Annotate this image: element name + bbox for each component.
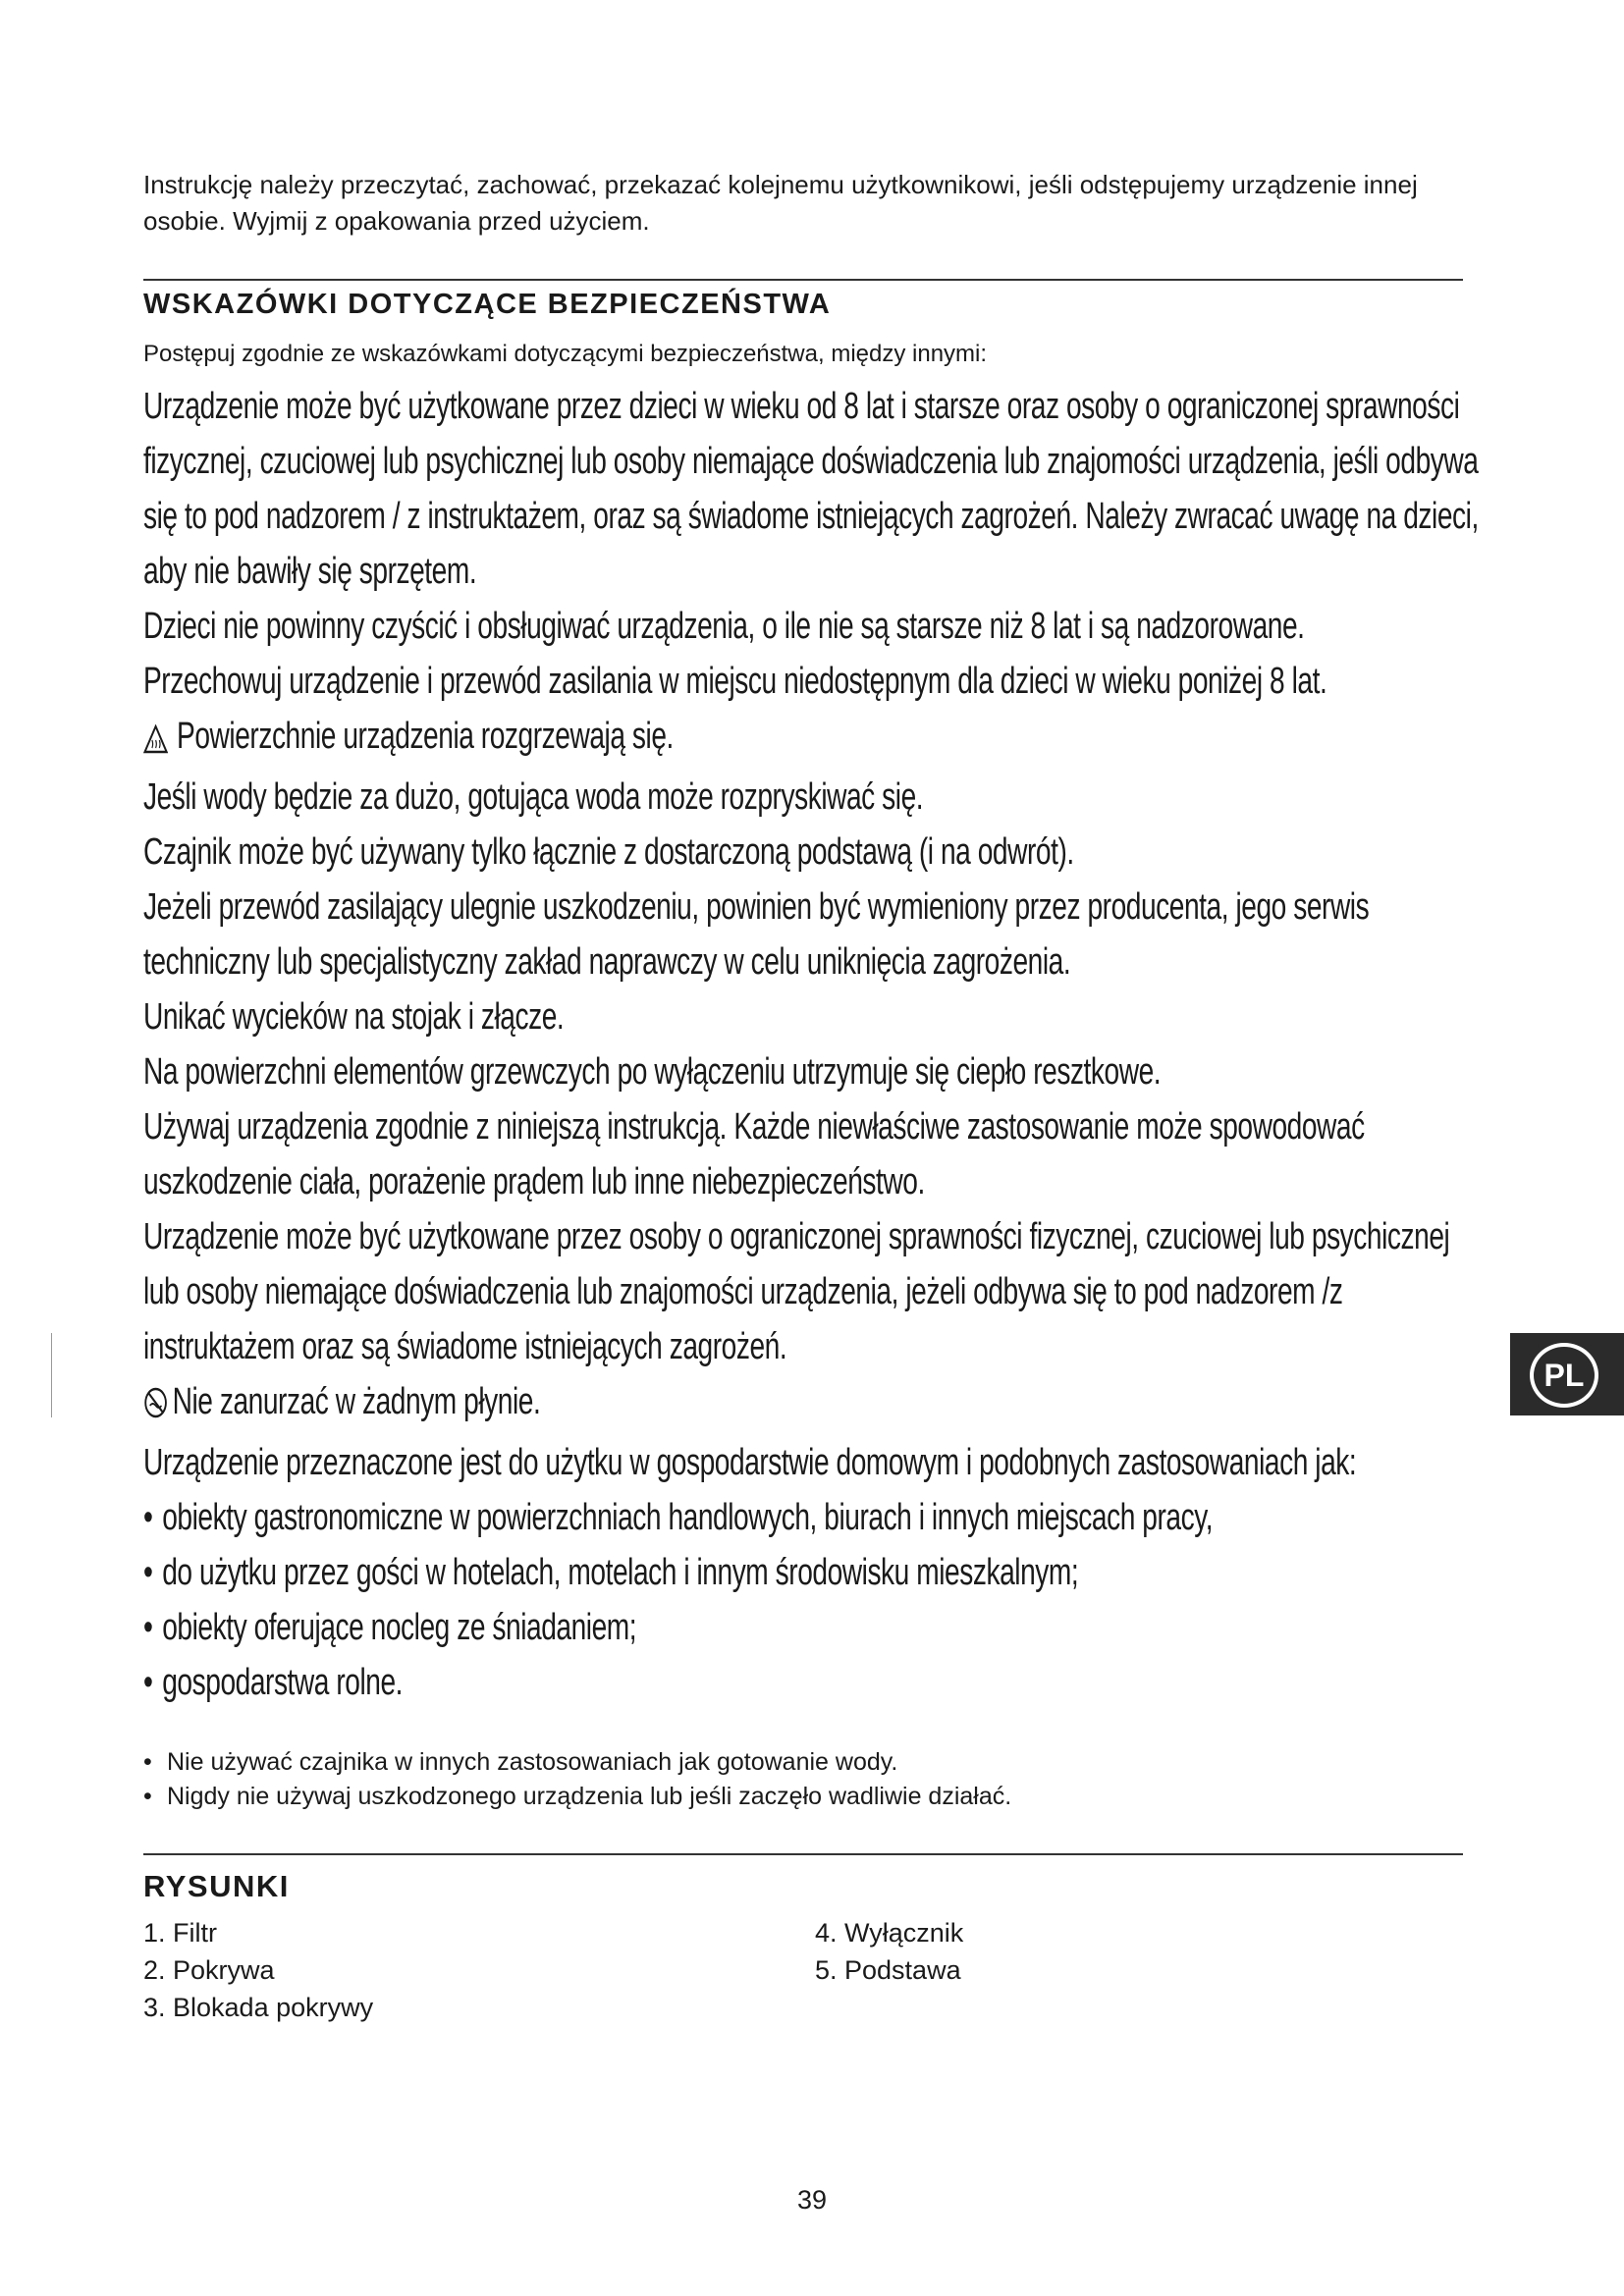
small-bullets (143, 1745, 1011, 1814)
list-item: • do użytku przez gości w hotelach, motelach i innym środowisku mieszkalnym; (143, 1552, 1079, 1593)
safety-paragraph: Urządzenie może być użytkowane przez dzieci w wieku od 8 lat i starsze oraz osoby o ograniczonej sprawności fizycznej, czuciowej lub psychicznej lub osoby niemające doświadczenia lub znajomości urządzenia, jeśli odbywa się to pod nadzorem / z instruktażem, oraz są świadome istniejących zagrożeń. Należy zwracać uwagę na dzieci, aby nie bawiły się sprzętem. (143, 386, 1479, 592)
list-item: • obiekty oferujące nocleg ze śniadaniem; (143, 1607, 637, 1648)
no-immersion-icon (143, 1380, 168, 1435)
safety-paragraph: Dzieci nie powinny czyścić i obsługiwać urządzenia, o ile nie są starsze niż 8 lat i są nadzorowane. (143, 606, 1305, 647)
figures-heading: RYSUNKI (143, 1869, 290, 1903)
list-item: 3. Blokada pokrywy (143, 1993, 374, 2022)
list-item: • Nie używać czajnika w innych zastosowaniach jak gotowanie wody. (143, 1748, 898, 1776)
divider (143, 1853, 1463, 1855)
safety-paragraph: Używaj urządzenia zgodnie z niniejszą instrukcją. Każde niewłaściwe zastosowanie może spowodować uszkodzenie ciała, porażenie prądem lub inne niebezpieczeństwo. (143, 1106, 1365, 1202)
language-tab (1510, 1333, 1624, 1415)
safety-paragraph: Przechowuj urządzenie i przewód zasilania w miejscu niedostępnym dla dzieci w wieku poniżej 8 lat. (143, 661, 1327, 702)
list-item: 2. Pokrywa (143, 1955, 275, 1985)
safety-paragraph: Na powierzchni elementów grzewczych po wyłączeniu utrzymuje się ciepło resztkowe. (143, 1051, 1162, 1093)
figures-left-column (143, 1914, 373, 2026)
household-text: Urządzenie przeznaczone jest do użytku w gospodarstwie domowym i podobnych zastosowaniach jak: (143, 1442, 1357, 1483)
list-item: • obiekty gastronomiczne w powierzchniach handlowych, biurach i innych miejscach pracy, (143, 1497, 1214, 1538)
list-item: 1. Filtr (143, 1918, 218, 1948)
safety-paragraph: Jeśli wody będzie za dużo, gotująca woda może rozpryskiwać się. (143, 776, 924, 818)
page-number: 39 (796, 2185, 828, 2215)
margin-mark (51, 1333, 52, 1417)
safety-paragraph: Urządzenie może być użytkowane przez osoby o ograniczonej sprawności fizycznej, czuciowej lub psychicznej lub osoby niemające doświadczenia lub znajomości urządzenia, jeżeli odbywa się to pod nadzorem /z instruktażem oraz są świadome istniejących zagrożeń. (143, 1216, 1450, 1367)
no-immerse-text: Nie zanurzać w żadnym płynie. (172, 1381, 541, 1422)
list-item: 4. Wyłącznik (815, 1918, 964, 1948)
intro-text: Instrukcję należy przeczytać, zachować, przekazać kolejnemu użytkownikowi, jeśli odstępujemy urządzenie innej osobie. Wyjmij z opakowania przed użyciem. (143, 170, 1418, 236)
list-item: 5. Podstawa (815, 1955, 961, 1985)
hot-surface-line (143, 709, 1488, 770)
safety-paragraph: Jeżeli przewód zasilający ulegnie uszkodzeniu, powinien być wymieniony przez producenta, jego serwis techniczny lub specjalistyczny zakład naprawczy w celu uniknięcia zagrożenia. (143, 886, 1370, 983)
hot-surface-text: Powierzchnie urządzenia rozgrzewają się. (177, 716, 674, 757)
safety-paragraph: Unikać wycieków na stojak i złącze. (143, 996, 565, 1038)
safety-heading: WSKAZÓWKI DOTYCZĄCE BEZPIECZEŃSTWA (143, 289, 832, 320)
divider (143, 279, 1463, 281)
list-item: • gospodarstwa rolne. (143, 1662, 404, 1703)
safety-paragraph: Czajnik może być używany tylko łącznie z dostarczoną podstawą (i na odwrót). (143, 831, 1074, 873)
hot-surface-warning-icon (143, 715, 168, 770)
figures-right-column (815, 1914, 963, 1989)
safety-body (143, 379, 1488, 1710)
safety-section (143, 379, 1489, 1710)
list-item: • Nigdy nie używaj uszkodzonego urządzenia lub jeśli zaczęło wadliwie działać. (143, 1783, 1012, 1810)
no-immerse-line (143, 1374, 1488, 1435)
safety-lead: Postępuj zgodnie ze wskazówkami dotyczącymi bezpieczeństwa, między innymi: (143, 341, 988, 367)
language-badge: PL (1530, 1343, 1598, 1408)
